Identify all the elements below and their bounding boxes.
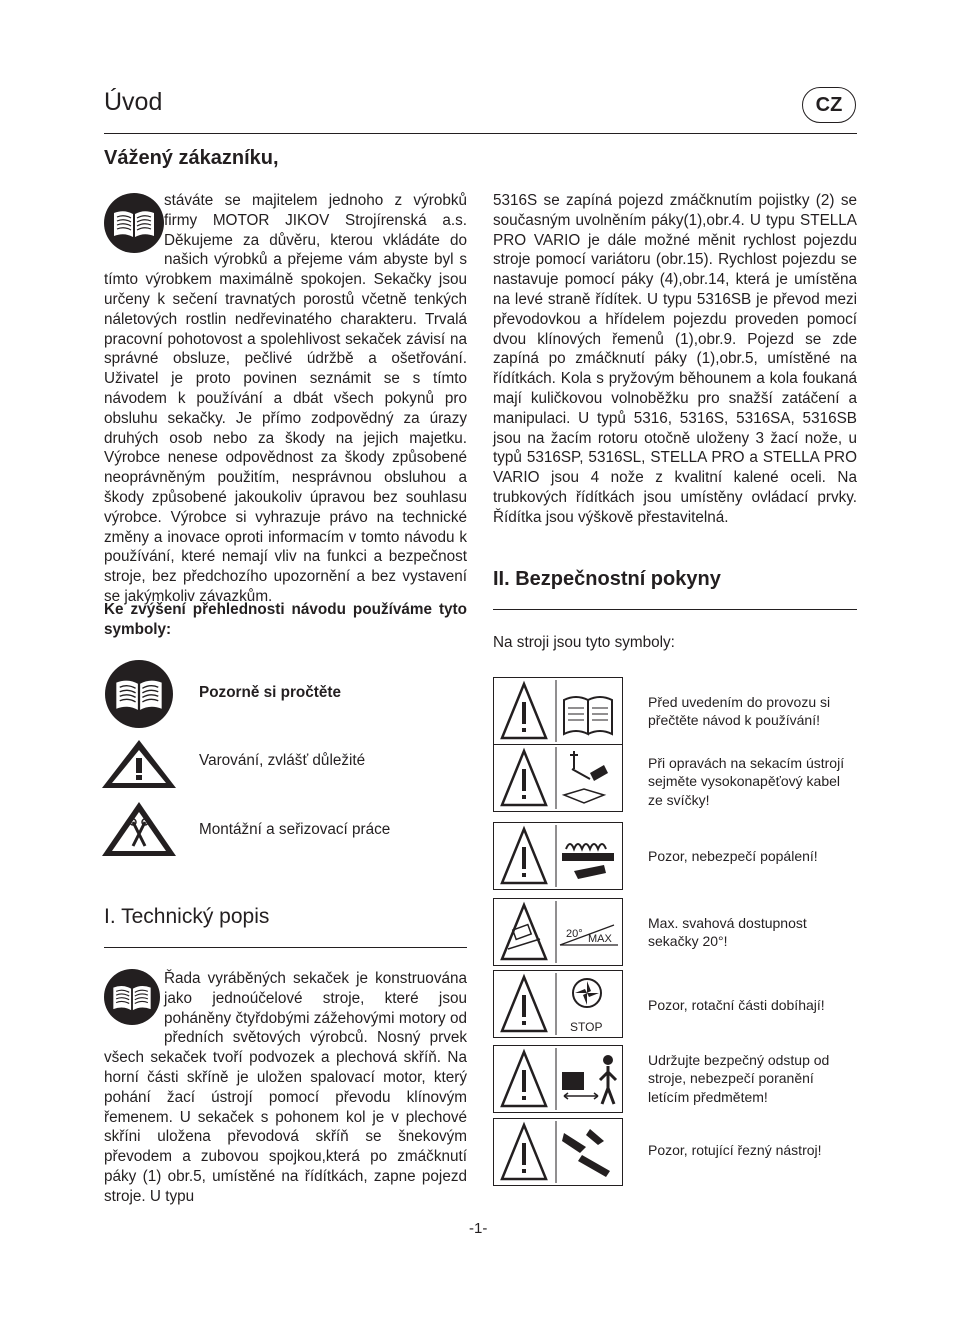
safety-subheading: Na stroji jsou tyto symboly: <box>493 634 675 651</box>
wrench-triangle-icon <box>100 800 178 858</box>
symbol-label-warning: Varování, zvlášť důležité <box>199 752 366 769</box>
symbol-label-assembly: Montážní a seřizovací práce <box>199 821 391 838</box>
sign-text-slope: Max. svahová dostupnost sekačky 20°! <box>648 915 807 950</box>
technical-divider <box>104 947 467 948</box>
sign-text-spark-plug: Při opravách na sekacím ústrojí sejměte vysokonapěťový kabel ze svíčky! <box>648 755 845 808</box>
technical-paragraph <box>104 969 467 1207</box>
book-icon <box>104 969 164 1031</box>
sign-text-rotating-blade: Pozor, rotující řezný nástroj! <box>648 1142 822 1158</box>
read-manual-sign-icon <box>493 677 623 745</box>
safe-distance-sign-icon <box>493 1045 623 1113</box>
sign-text-rotating-parts: Pozor, rotační části dobíhají! <box>648 997 825 1013</box>
sign-text-read-manual: Před uvedením do provozu si přečtěte návod k používání! <box>648 694 831 729</box>
book-icon <box>104 660 174 728</box>
sign-text-safe-distance: Udržujte bezpečný odstup od stroje, nebezpečí poranění letícím předmětem! <box>648 1052 830 1105</box>
symbols-intro: Ke zvýšení přehlednosti návodu používáme tyto symboly: <box>104 601 467 638</box>
header-divider <box>104 133 857 134</box>
rotating-parts-sign-icon <box>493 970 623 1038</box>
greeting: Vážený zákazníku, <box>104 147 279 169</box>
right-column-paragraph: 5316S se zapíná pojezd zmáčknutím pojistky (2) se současným uvolněním páky(1),obr.4. U typu STELLA PRO VARIO je dále možné měnit rychlost pojezdu stroje pomocí variátoru (obr.15). Rychlost pojezdu se nastavuje pomocí páky (4),obr.14, která je umístěna na levé straně řídítek. U typu 5316SB je převod mezi převodovkou a hřídelem pojezdu proveden pomocí dvou klínových řemenů (1),obr.9. Pojezd se zde zapíná po zmáčknutí páky (1),obr.5, umístěné na řídítkách. Kola s pryžovým běhounem a kola foukaná mají kuličkovou volnoběžku pro snažší zatáčení a manipulaci. U typů 5316, 5316S, 5316SA, 5316SB jsou na žacím rotoru otočně uloženy 3 žací nože, u typů 5316SP, 5316SL, STELLA PRO a STELLA PRO VARIO jsou 4 nože z kvalitní kalené oceli. Na trubkových řídítkách jsou umístěny ovládací prvky. Řídítka jsou výškově přestavitelná. <box>493 192 857 526</box>
safety-divider <box>493 609 857 610</box>
technical-text: Řada vyráběných sekaček je konstruována jako jednoúčelové stroje, které jsou poháněny čtyřdobými zážehovými motory od předních světových výrobců. Nosný prvek všech sekaček tvoří podvozek a plechová skříň. Na horní části skříně je uložen spalovací motor, který pohání žací ústrojí pomocí převodu klínovým řemenem. U sekaček s pohonem kol je v plechové skříni uložena převodová skříň se šnekovým převodem a zubovou spojkou,která po zmáčknutí páky (1) obr.5, umístěné na řídítkách, zapne pojezd stroje. U typu <box>104 970 467 1205</box>
book-icon <box>104 193 164 265</box>
slope-max-label: MAX <box>588 933 612 945</box>
intro-paragraph <box>104 191 467 607</box>
warning-triangle-icon <box>100 738 178 790</box>
hot-surface-sign-icon <box>493 822 623 890</box>
symbol-label-read: Pozorně si pročtěte <box>199 684 341 701</box>
safety-heading: II. Bezpečnostní pokyny <box>493 568 721 590</box>
slope-sign-icon <box>493 898 623 966</box>
page-number: -1- <box>469 1220 488 1237</box>
rotating-blade-sign-icon <box>493 1118 623 1186</box>
language-badge: CZ <box>802 87 856 123</box>
intro-text: stáváte se majitelem jednoho z výrobků firmy MOTOR JIKOV Strojírenská a.s. Děkujeme za důvěru, kterou vkládáte do našich výrobků a přejeme vám abyste byl s tímto výrobkem maximálně spokojen. Sekačky jsou určeny k sečení travnatých porostů včetně tenkých náletových rostlin nedřevinatého charakteru. Trvalá pracovní pohotovost a spolehlivost sekaček závisí na správné obsluze, pečlivé údržbě a ošetřování. Uživatel je proto povinen seznámit se s tímto návodem k používání a dbát všech pokynů pro obsluhu sekačky. Je přímo zodpovědný za úrazy druhých osob nebo za škody na jejich majetku. Výrobce nenese odpovědnost za škody způsobené neoprávněným použitím, nesprávnou obsluhou a škody způsobené jakoukoliv úpravou bez souhlasu výrobce. Výrobce si vyhrazuje právo na technické změny a inovace oproti informacím v tomto návodu k používání, které nemají vliv na funkci a bezpečnost stroje, bez předchozího upozornění a bez vystavení se jakýmkoliv závazkům. <box>104 192 467 605</box>
page-title: Úvod <box>104 88 163 116</box>
slope-angle-label: 20° <box>566 928 583 940</box>
sign-text-hot-surface: Pozor, nebezpečí popálení! <box>648 848 818 864</box>
stop-label: STOP <box>570 1020 603 1034</box>
spark-plug-sign-icon <box>493 744 623 812</box>
technical-heading: I. Technický popis <box>104 905 270 928</box>
